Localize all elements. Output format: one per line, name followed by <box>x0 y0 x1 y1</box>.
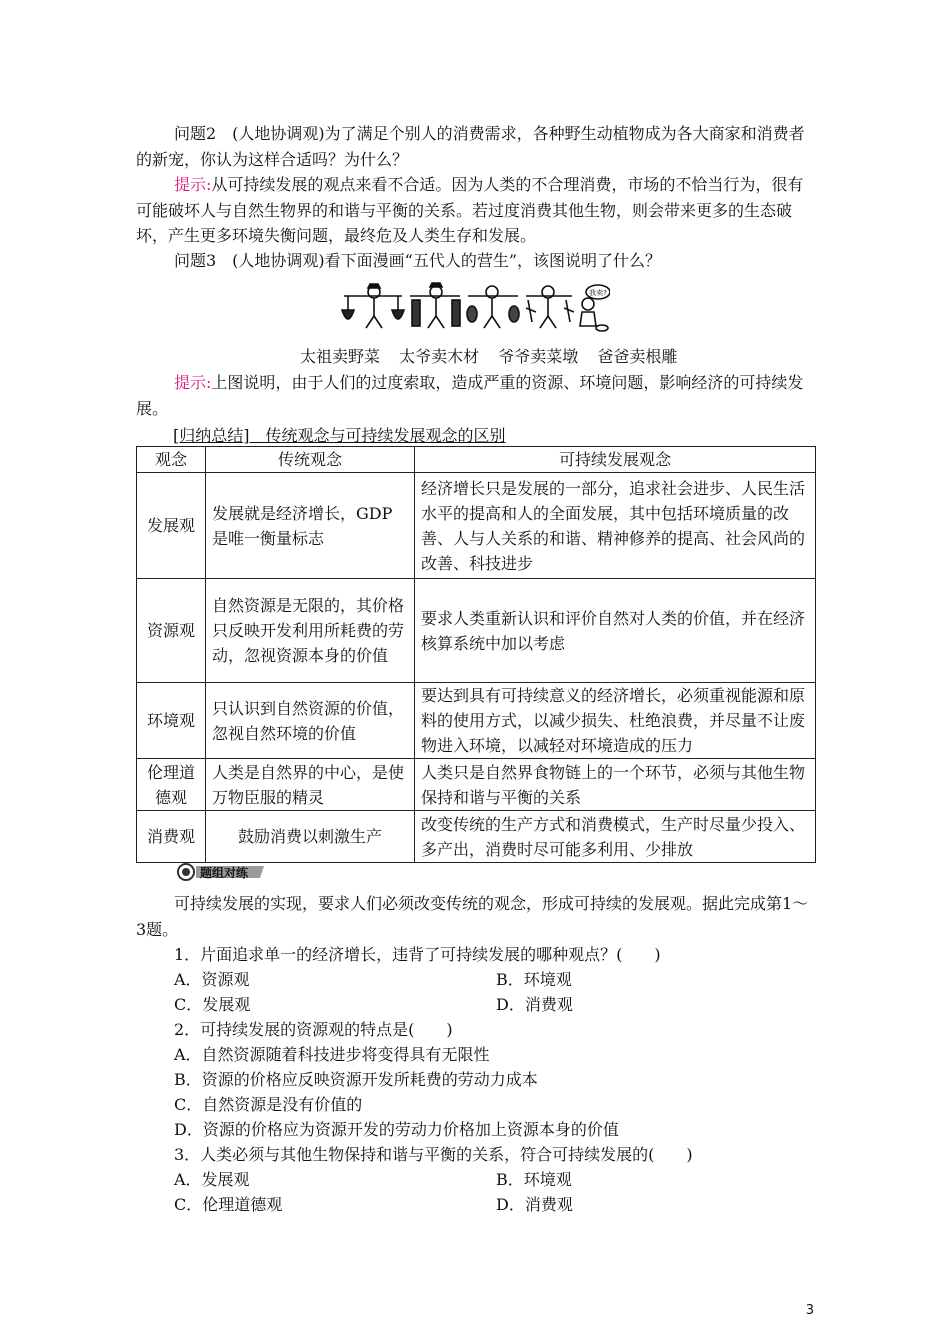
option[interactable]: B．资源的价格应反映资源开发所耗费的劳动力成本 <box>174 1070 538 1089</box>
row-sustainable: 要求人类重新认识和评价自然对人类的价值，并在经济核算系统中加以考虑 <box>415 579 816 683</box>
row-sustainable: 人类只是自然界食物链上的一个环节，必须与其他生物保持和谐与平衡的关系 <box>415 759 816 811</box>
option[interactable]: C．自然资源是没有价值的 <box>174 1095 363 1114</box>
table-row <box>137 811 816 863</box>
comparison-table <box>136 446 816 863</box>
question-2 <box>136 121 816 172</box>
header-concept: 观念 <box>137 447 206 473</box>
caption-4: 爸爸卖根雕 <box>597 347 678 366</box>
table-row <box>137 579 816 683</box>
practice-badge <box>176 862 268 882</box>
hint-label: 提示: <box>174 175 212 194</box>
question-3-hint <box>136 370 816 421</box>
row-sustainable: 要达到具有可持续意义的经济增长，必须重视能源和原料的使用方式，以减少损失、杜绝浪费，并尽量不让废物进入环境，以减轻对环境造成的压力 <box>415 683 816 759</box>
question-2-hint <box>136 172 816 249</box>
option[interactable]: A．资源观 <box>174 970 250 989</box>
table-row <box>137 473 816 579</box>
header-traditional: 传统观念 <box>206 447 415 473</box>
row-traditional: 人类是自然界的中心，是使万物臣服的精灵 <box>206 759 415 811</box>
option[interactable]: D．消费观 <box>496 1195 573 1214</box>
option[interactable]: B．环境观 <box>496 970 572 989</box>
option[interactable]: D．资源的价格应为资源开发的劳动力价格加上资源本身的价值 <box>174 1120 619 1139</box>
row-sustainable: 经济增长只是发展的一部分，追求社会进步、人民生活水平的提高和人的全面发展，其中包括环境质量的改善、人与人关系的和谐、精神修养的提高、社会风尚的改善、科技进步 <box>415 473 816 579</box>
question-3-text: 问题3 (人地协调观)看下面漫画“五代人的营生”，该图说明了什么？ <box>174 251 662 270</box>
practice-question-1: 1．片面追求单一的经济增长，违背了可持续发展的哪种观点？( ) <box>174 945 661 964</box>
row-traditional: 鼓励消费以刺激生产 <box>206 811 415 863</box>
summary-title: [归纳总结] 传统观念与可持续发展观念的区别 <box>173 426 506 445</box>
table-header-row <box>137 447 816 473</box>
caption-1: 太祖卖野菜 <box>300 347 381 366</box>
badge-text: 题组对练 <box>200 866 249 880</box>
option[interactable]: B．环境观 <box>496 1170 572 1189</box>
row-traditional: 只认识到自然资源的价值，忽视自然环境的价值 <box>206 683 415 759</box>
row-name: 环境观 <box>137 683 206 759</box>
row-name: 伦理道德观 <box>137 759 206 811</box>
practice-intro: 可持续发展的实现，要求人们必须改变传统的观念，形成可持续的发展观。据此完成第1～3题。 <box>136 894 809 939</box>
option[interactable]: A．发展观 <box>174 1170 250 1189</box>
table-row <box>137 683 816 759</box>
option[interactable]: C．发展观 <box>174 995 251 1014</box>
comic-five-generations <box>340 282 610 338</box>
row-name: 资源观 <box>137 579 206 683</box>
row-sustainable: 改变传统的生产方式和消费模式，生产时尽量少投入、多产出，消费时尽可能多利用、少排放 <box>415 811 816 863</box>
header-sustainable: 可持续发展观念 <box>415 447 816 473</box>
hint-label: 提示: <box>174 373 212 392</box>
hint-text: 上图说明，由于人们的过度索取，造成严重的资源、环境问题，影响经济的可持续发展。 <box>136 373 804 418</box>
caption-3: 爷爷卖菜墩 <box>498 347 579 366</box>
caption-2: 太爷卖木材 <box>399 347 480 366</box>
row-traditional: 发展就是经济增长，GDP是唯一衡量标志 <box>206 473 415 579</box>
question-2-text: 问题2 (人地协调观)为了满足个别人的消费需求，各种野生动植物成为各大商家和消费者的新宠，你认为这样合适吗？为什么？ <box>136 124 805 169</box>
comic-caption <box>300 344 691 367</box>
practice-question-3: 3．人类必须与其他生物保持和谐与平衡的关系，符合可持续发展的( ) <box>174 1145 693 1164</box>
row-name: 消费观 <box>137 811 206 863</box>
row-name: 发展观 <box>137 473 206 579</box>
question-3 <box>136 248 816 274</box>
table-row <box>137 759 816 811</box>
option[interactable]: D．消费观 <box>496 995 573 1014</box>
row-traditional: 自然资源是无限的，其价格只反映开发利用所耗费的劳动，忽视资源本身的价值 <box>206 579 415 683</box>
option[interactable]: A．自然资源随着科技进步将变得具有无限性 <box>174 1045 490 1064</box>
hint-text: 从可持续发展的观点来看不合适。因为人类的不合理消费，市场的不恰当行为，很有可能破坏人与自然生物界的和谐与平衡的关系。若过度消费其他生物，则会带来更多的生态破坏，产生更多环境失衡问题，最终危及人类生存和发展。 <box>136 175 804 245</box>
option[interactable]: C．伦理道德观 <box>174 1195 283 1214</box>
practice-question-2: 2．可持续发展的资源观的特点是( ) <box>174 1020 453 1039</box>
comic-bubble-text: 我卖? <box>589 289 607 297</box>
page-number: 3 <box>805 1303 814 1318</box>
